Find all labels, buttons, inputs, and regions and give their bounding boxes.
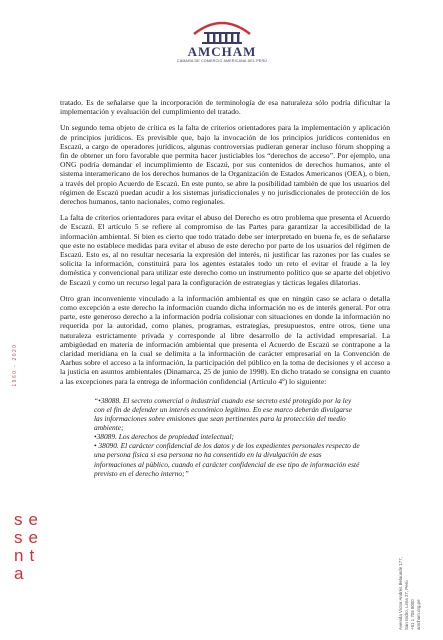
logo-subtitle: CÁMARA DE COMERCIO AMERICANA DEL PERÚ (176, 59, 268, 63)
wordmark-line: se (14, 528, 44, 547)
quote-item: •38089. Los derechos de propiedad intelectual; (94, 432, 234, 442)
paragraph: Un segundo tema objeto de crítica es la falta de criterios orientadores para la implementación y aplicación de principios jurídicos. Es previsible que, bajo la invocación de los principios jurídicos contenidos en Escazú, a cargo de operadores jurídicos, algunas controversias pudieran generar incluso fórum shopping a fin de obtener un foro favorable que permita hacer justiciables los “derechos de acceso”. Por ejemplo, una ONG podría demandar el incumplimiento de Escazú, por sus contenidos de derechos humanos, ante el sistema interamericano de los derechos humanos de la Organización de Estados Americanos (OEA), o bien, a través del propio Acuerdo de Escazú. En este punto, se abre la posibilidad también de que los usuarios del régimen de Escazú puedan acudir a los sistemas jurisdiccionales y no jurisdiccionales de protección de los derechos humanos, tanto nacionales, como regionales. (60, 123, 390, 207)
document-body (60, 98, 390, 478)
years-label (10, 330, 20, 400)
block-quote (94, 396, 362, 478)
address-line: amcham.org.pe (416, 599, 421, 630)
years-text: 1960 - 2020 (12, 343, 18, 387)
wordmark-line: nt (14, 546, 41, 565)
wordmark-line: se (14, 510, 44, 529)
address-line: San Isidro, Lima 27, Perú (404, 580, 409, 630)
contact-address (380, 520, 440, 630)
paragraph: tratado. Es de señalarse que la incorporación de terminología de esa naturaleza sólo podría dificultar la implementación y evaluación del cumplimiento del tratado. (60, 98, 390, 117)
quote-item: “•38088. El secreto comercial o industrial cuando ese secreto esté protegido por la ley con el fin de defender un interés económico legítimo. En ese marco deberán divulgarse las informaciones sobre emisiones que sean pertinentes para la protección del medio ambiente; (94, 395, 352, 433)
quote-item: • 38090. El carácter confidencial de los datos y de los expedientes personales respecto de una persona física si esa persona no ha consentido en la divulgación de esas informaciones al público, cuando el carácter confidencial de ese tipo de información esté previsto en el derecho interno;” (94, 441, 360, 478)
address-line: Avenida Víctor Andrés Belaúnde 177, (398, 557, 403, 630)
paragraph: Otro gran inconveniente vinculado a la información ambiental es que en ningún caso se aclara o detalla como excepción a este derecho la información cuando dicha información no es de interés general. Por otra parte, este generoso derecho a la información podría colisionar con situaciones en donde la información no requerida por la autoridad, como planes, programas, estrategias, presupuestos, entre otros, tiene una naturaleza estrictamente privada y corresponde al libre desarrollo de la actividad empresarial. La ambigüedad en materia de información ambiental que presenta el Acuerdo de Escazú se contrapone a la claridad meridiana en la cual se delimita a la información de carácter empresarial en la Convención de Aarhus sobre el acceso a la información, la participación del público en la toma de decisiones y el acceso a la justicia en asuntos ambientales (Dinamarca, 25 de junio de 1998). En dicho tratado se consigna en cuanto a las excepciones para la entrega de información confidencial (Artículo 4º) lo siguiente: (60, 293, 390, 386)
amcham-logo (172, 14, 272, 64)
logo-name: AMCHAM (187, 44, 257, 59)
paragraph: La falta de criterios orientadores para evitar el abuso del Derecho es otro problema que presenta el Acuerdo de Escazú. El artículo 5 se refiere al compromiso de las Partes para garantizar la accesibilidad de la información ambiental. Si bien es cierto que todo tratado debe ser interpretado en buena fe, es de señalarse que este no establece medidas para evitar el abuso de este derecho por parte de los usuarios del régimen de Escazú. Esto es, al no resultar necesaria la expresión del interés, ni justificar las razones por las cuales se solicita la información, constituirá para los agentes estatales todo un reto el evitar el fraude a la ley doméstica y convencional para utilizar este derecho como un instrumento político que se aparte del objetivo de Escazú y como un recurso legal para la configuración de estrategias y tácticas legales dilatorias. (60, 213, 390, 287)
address-line: +51 1 705 8000 (410, 599, 415, 630)
sesenta-wordmark (14, 511, 54, 583)
capitol-icon (174, 14, 270, 44)
wordmark-line: a (14, 564, 30, 583)
